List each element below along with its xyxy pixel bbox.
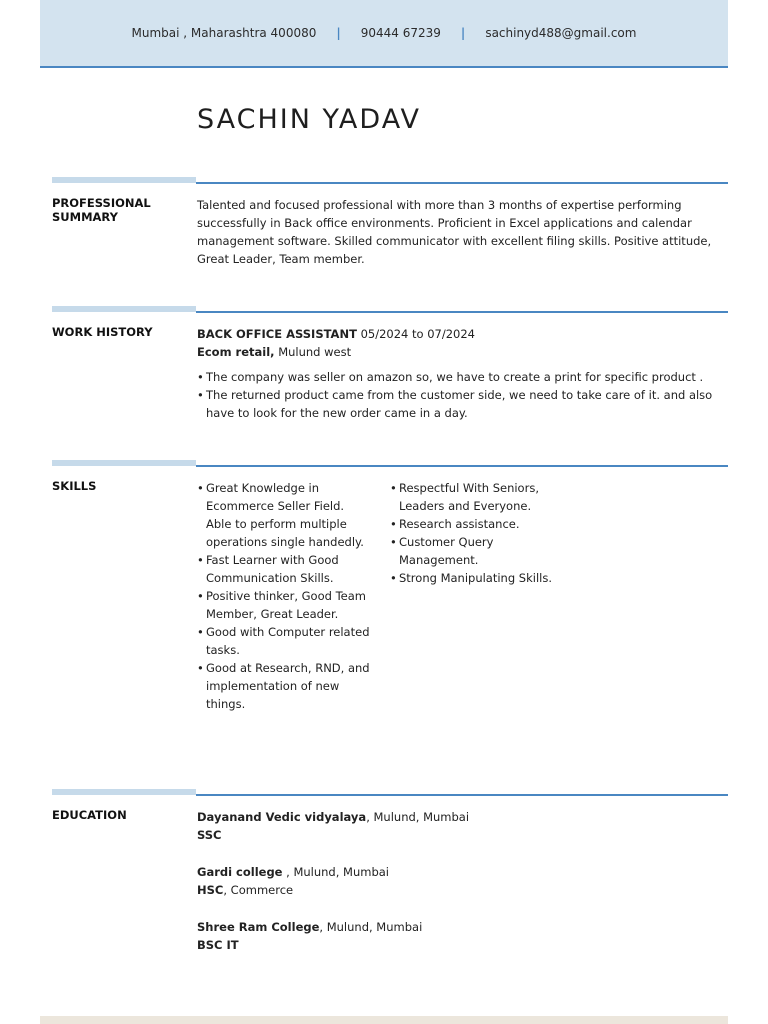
job-location: Mulund west: [278, 345, 352, 359]
section-rule: [196, 182, 728, 184]
section-rule: [196, 465, 728, 467]
school-name: Dayanand Vedic vidyalaya: [197, 810, 367, 824]
school-location: , Mulund, Mumbai: [282, 865, 389, 879]
contact-header: [40, 0, 728, 68]
work-content: [197, 325, 727, 422]
skill-item: • Fast Learner with Good Communication Skills.: [197, 551, 372, 587]
school-location: , Mulund, Mumbai: [319, 920, 423, 934]
work-heading: WORK HISTORY: [52, 325, 153, 339]
degree: SSC: [197, 828, 222, 842]
education-item: [197, 918, 727, 954]
skill-item: • Great Knowledge in Ecommerce Seller Field. Able to perform multiple operations single handedly.: [197, 479, 372, 551]
school-location: , Mulund, Mumbai: [366, 810, 470, 824]
school-name: Shree Ram College: [197, 920, 320, 934]
summary-text: Talented and focused professional with more than 3 months of expertise performing successfully in Back office environments. Proficient in Excel applications and calendar management software. Skilled communicator with excellent filing skills. Positive attitude, Great Leader, Team member.: [197, 198, 712, 266]
footer-band: [40, 1016, 728, 1024]
skill-item: • Research assistance.: [390, 515, 565, 533]
section-accent-bar: [52, 306, 196, 312]
skill-item: • Respectful With Seniors, Leaders and Everyone.: [390, 479, 565, 515]
school-name: Gardi college: [197, 865, 283, 879]
job-bullets: [197, 368, 727, 422]
section-rule: [196, 311, 728, 313]
section-accent-bar: [52, 789, 196, 795]
skill-item: • Good with Computer related tasks.: [197, 623, 372, 659]
contact-separator: |: [336, 26, 341, 40]
section-accent-bar: [52, 177, 196, 183]
degree: HSC: [197, 883, 224, 897]
education-heading: EDUCATION: [52, 808, 127, 822]
contact-address: Mumbai , Maharashtra 400080: [131, 26, 317, 40]
education-item: [197, 808, 727, 844]
contact-separator: |: [460, 26, 466, 40]
skill-item: • Positive thinker, Good Team Member, Great Leader.: [197, 587, 372, 623]
contact-phone: 90444 67239: [360, 26, 441, 40]
job-bullet: • The returned product came from the customer side, we need to take care of it. and also have to look for the new order came in a day.: [197, 386, 727, 422]
section-rule: [196, 794, 728, 796]
job-company-line: [197, 343, 727, 361]
education-content: [197, 808, 727, 973]
job-title: BACK OFFICE ASSISTANT: [197, 327, 357, 341]
skill-item: • Customer Query Management.: [390, 533, 565, 569]
skill-item: • Good at Research, RND, and implementation of new things.: [197, 659, 372, 713]
summary-heading: PROFESSIONAL SUMMARY: [52, 196, 151, 224]
degree-field: , Commerce: [223, 883, 294, 897]
degree: BSC IT: [197, 938, 239, 952]
job-dates: 05/2024 to 07/2024: [360, 327, 475, 341]
job-bullet: • The company was seller on amazon so, we have to create a print for specific product .: [197, 368, 727, 386]
job-company: Ecom retail,: [197, 345, 275, 359]
skills-column-1: [197, 479, 372, 713]
resume-page: [40, 0, 728, 1024]
skills-column-2: [390, 479, 565, 587]
job-title-line: [197, 325, 727, 343]
education-item: [197, 863, 727, 899]
skills-heading: SKILLS: [52, 479, 97, 493]
skill-item: • Strong Manipulating Skills.: [390, 569, 565, 587]
candidate-name: SACHIN YADAV: [197, 104, 421, 135]
section-accent-bar: [52, 460, 196, 466]
contact-email: sachinyd488@gmail.com: [485, 26, 637, 40]
